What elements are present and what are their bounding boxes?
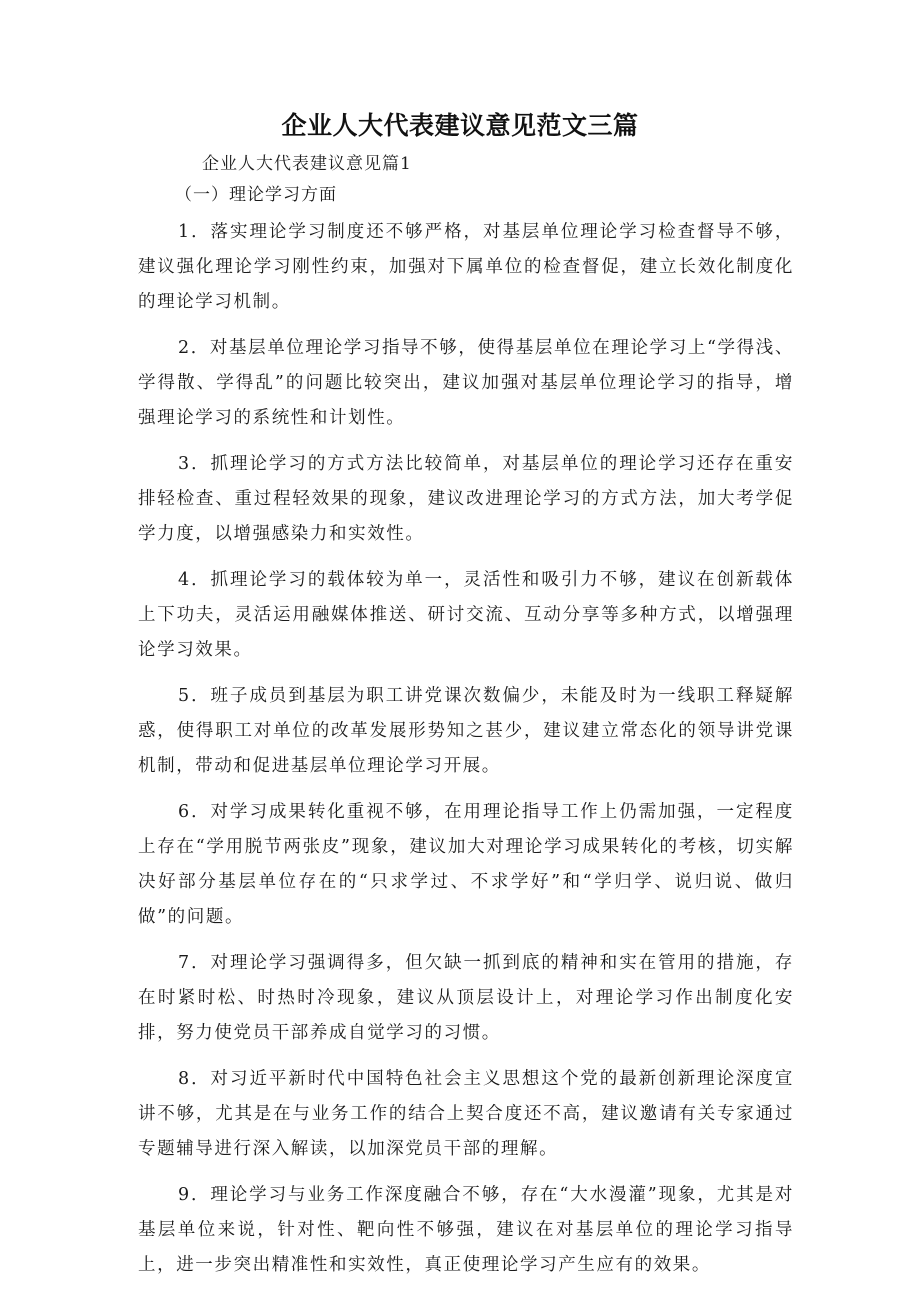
paragraph-6: 6．对学习成果转化重视不够，在用理论指导工作上仍需加强，一定程度上存在“学用脱节两张皮”现象，建议加大对理论学习成果转化的考核，切实解决好部分基层单位存在的“只求学过、不求学好”和“学归学、说归说、做归做”的问题。 <box>138 802 794 927</box>
section-heading: （一）理论学习方面 <box>175 185 337 205</box>
body-text <box>138 215 794 1294</box>
document-title: 企业人大代表建议意见范文三篇 <box>281 111 639 140</box>
paragraph-7: 7．对理论学习强调得多，但欠缺一抓到底的精神和实在管用的措施，存在时紧时松、时热时冷现象，建议从顶层设计上，对理论学习作出制度化安排，努力使党员干部养成自觉学习的习惯。 <box>138 953 794 1043</box>
paragraph-3: 3．抓理论学习的方式方法比较简单，对基层单位的理论学习还存在重安排轻检查、重过程轻效果的现象，建议改进理论学习的方式方法，加大考学促学力度，以增强感染力和实效性。 <box>138 454 794 544</box>
paragraph-4: 4．抓理论学习的载体较为单一，灵活性和吸引力不够，建议在创新载体上下功夫，灵活运用融媒体推送、研讨交流、互动分享等多种方式，以增强理论学习效果。 <box>138 570 794 660</box>
paragraph-8: 8．对习近平新时代中国特色社会主义思想这个党的最新创新理论深度宣讲不够，尤其是在与业务工作的结合上契合度还不高，建议邀请有关专家通过专题辅导进行深入解读，以加深党员干部的理解。 <box>138 1069 794 1159</box>
paragraph-2: 2．对基层单位理论学习指导不够，使得基层单位在理论学习上“学得浅、学得散、学得乱”的问题比较突出，建议加强对基层单位理论学习的指导，增强理论学习的系统性和计划性。 <box>138 338 794 428</box>
paragraph-5: 5．班子成员到基层为职工讲党课次数偏少，未能及时为一线职工释疑解惑，使得职工对单位的改革发展形势知之甚少，建议建立常态化的领导讲党课机制，带动和促进基层单位理论学习开展。 <box>138 686 794 776</box>
document-subtitle: 企业人大代表建议意见篇1 <box>202 154 412 174</box>
paragraph-1: 1．落实理论学习制度还不够严格，对基层单位理论学习检查督导不够，建议强化理论学习刚性约束，加强对下属单位的检查督促，建立长效化制度化的理论学习机制。 <box>138 222 794 312</box>
paragraph-9: 9．理论学习与业务工作深度融合不够，存在“大水漫灌”现象，尤其是对基层单位来说，针对性、靶向性不够强，建议在对基层单位的理论学习指导上，进一步突出精准性和实效性，真正使理论学习产生应有的效果。 <box>138 1185 794 1275</box>
